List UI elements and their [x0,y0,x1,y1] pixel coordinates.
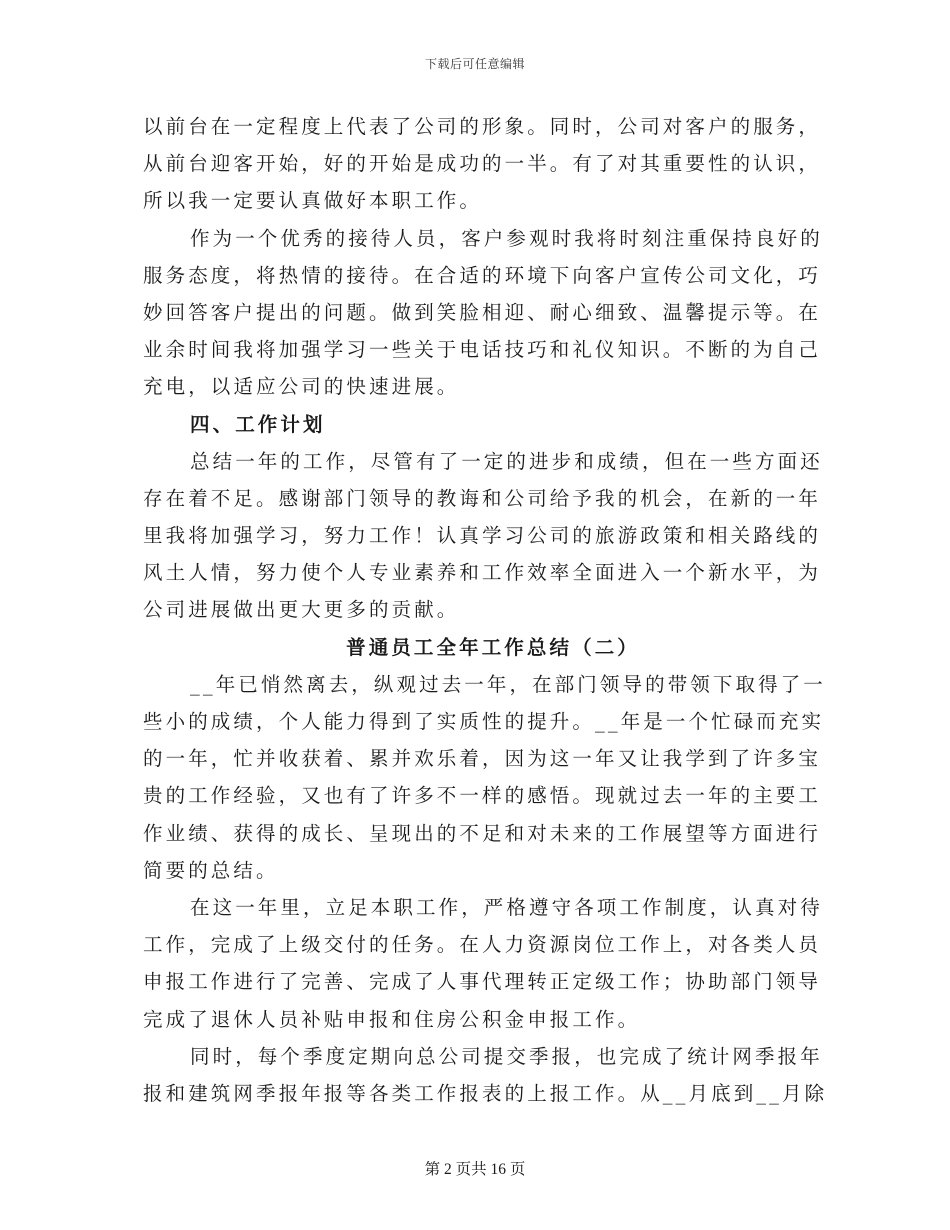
paragraph-line: 作业绩、获得的成长、呈现出的不足和对未来的工作展望等方面进行 [143,821,822,845]
paragraph-line: 存在着不足。感谢部门领导的教诲和公司给予我的机会，在新的一年 [143,486,822,510]
paragraph-line: 报和建筑网季报年报等各类工作报表的上报工作。从__月底到__月除 [143,1081,828,1105]
paragraph-line: 风土人情，努力使个人专业素养和工作效率全面进入一个新水平，为 [143,561,822,585]
paragraph-line: 总结一年的工作，尽管有了一定的进步和成绩，但在一些方面还 [190,449,823,473]
paragraph-line: 申报工作进行了完善、完成了人事代理转正定级工作；协助部门领导 [143,970,822,994]
paragraph-line: 从前台迎客开始，好的开始是成功的一半。有了对其重要性的认识， [143,152,822,176]
paragraph-line: 作为一个优秀的接待人员，客户参观时我将时刻注重保持良好的 [190,226,823,250]
page-footer: 第 2 页共 16 页 [424,1161,526,1178]
paragraph-line: 同时，每个季度定期向总公司提交季报，也完成了统计网季报年 [190,1044,823,1068]
page-header: 下载后可任意编辑 [424,57,525,71]
section-heading: 四、工作计划 [190,412,326,436]
paragraph-line: 里我将加强学习，努力工作！认真学习公司的旅游政策和相关路线的 [143,524,822,548]
paragraph-line: 工作，完成了上级交付的任务。在人力资源岗位工作上，对各类人员 [143,933,822,957]
paragraph-line: 完成了退休人员补贴申报和住房公积金申报工作。 [143,1007,641,1031]
paragraph-line: 在这一年里，立足本职工作，严格遵守各项工作制度，认真对待 [190,895,823,919]
paragraph-line: 贵的工作经验，又也有了许多不一样的感悟。现就过去一年的主要工 [143,784,822,808]
document-body [143,108,828,1112]
paragraph-line: 公司进展做出更大更多的贡献。 [143,598,460,622]
paragraph-line: 简要的总结。 [143,858,279,882]
paragraph-line: 妙回答客户提出的问题。做到笑脸相迎、耐心细致、温馨提示等。在 [143,300,822,324]
paragraph-line: 所以我一定要认真做好本职工作。 [143,189,483,213]
paragraph-line: 些小的成绩，个人能力得到了实质性的提升。__年是一个忙碌而充实 [143,710,825,733]
paragraph-line: 以前台在一定程度上代表了公司的形象。同时，公司对客户的服务， [143,115,822,138]
paragraph-line: 的一年，忙并收获着、累并欢乐着，因为这一年又让我学到了许多宝 [143,747,822,771]
paragraph-line: 充电，以适应公司的快速进展。 [143,375,460,399]
paragraph-line: __年已悄然离去，纵观过去一年，在部门领导的带领下取得了一 [190,672,826,696]
paragraph-line: 业余时间我将加强学习一些关于电话技巧和礼仪知识。不断的为自己 [143,338,822,362]
document-title: 普通员工全年工作总结（二） [346,635,640,659]
paragraph-line: 服务态度，将热情的接待。在合适的环境下向客户宣传公司文化，巧 [143,263,822,287]
